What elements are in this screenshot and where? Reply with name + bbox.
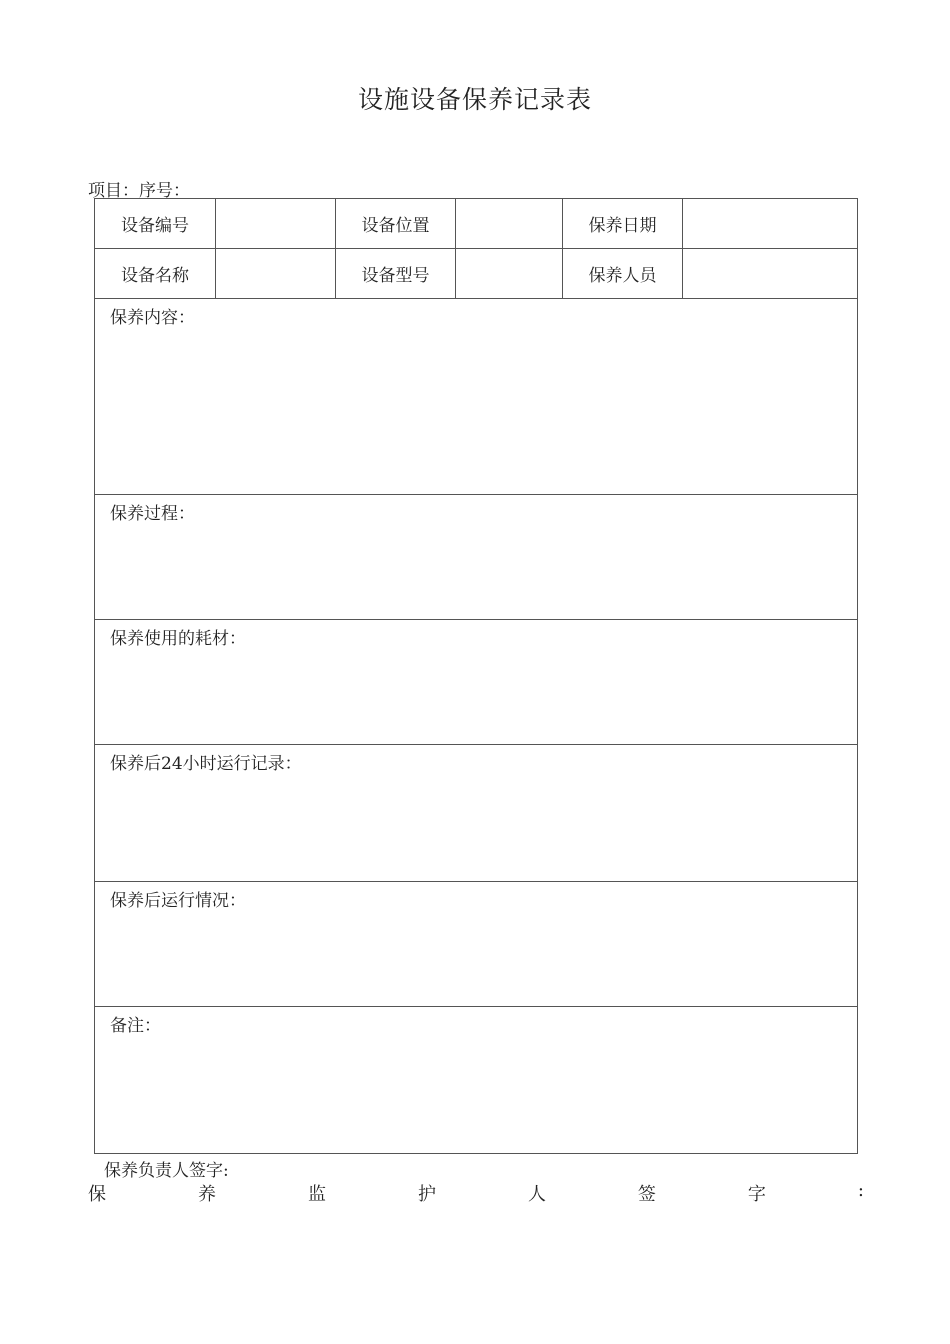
equipment-name-label: 设备名称	[95, 249, 216, 299]
maintenance-content-label: 保养内容：	[110, 308, 195, 328]
supervisor-signature-char: 字	[747, 1184, 766, 1205]
maintenance-process-field[interactable]	[95, 495, 858, 620]
page-title: 设施设备保养记录表	[357, 85, 592, 114]
section-row	[95, 495, 858, 620]
consumables-label: 保养使用的耗材：	[110, 629, 246, 649]
maintenance-content-field[interactable]	[95, 299, 858, 495]
post-24h-record-label: 保养后24小时运行记录：	[110, 754, 302, 774]
remarks-field[interactable]	[95, 1007, 858, 1154]
equipment-model-field[interactable]	[456, 249, 563, 299]
supervisor-signature-char: 监	[307, 1184, 326, 1205]
supervisor-signature-char: 护	[417, 1184, 436, 1205]
post-operation-status-field[interactable]	[95, 882, 858, 1007]
maintenance-date-label: 保养日期	[563, 199, 683, 249]
remarks-label: 备注：	[110, 1016, 161, 1036]
section-row	[95, 882, 858, 1007]
equipment-number-label: 设备编号	[95, 199, 216, 249]
supervisor-signature-char: 人	[527, 1184, 546, 1205]
maintenance-personnel-field[interactable]	[683, 249, 858, 299]
maintenance-personnel-label: 保养人员	[563, 249, 683, 299]
project-serial-label: 项目：序号：	[88, 181, 190, 201]
equipment-name-field[interactable]	[216, 249, 336, 299]
supervisor-signature-char: 签	[637, 1184, 656, 1205]
supervisor-signature-char: :	[857, 1180, 864, 1201]
section-row	[95, 1007, 858, 1154]
equipment-number-field[interactable]	[216, 199, 336, 249]
responsible-signature-label: 保养负责人签字:	[104, 1161, 229, 1181]
section-row	[95, 299, 858, 495]
equipment-model-label: 设备型号	[336, 249, 456, 299]
header-row	[95, 249, 858, 299]
supervisor-signature-char: 保	[88, 1184, 106, 1205]
post-24h-record-field[interactable]	[95, 745, 858, 882]
maintenance-form-table	[94, 198, 858, 1154]
section-row	[95, 745, 858, 882]
maintenance-date-field[interactable]	[683, 199, 858, 249]
maintenance-process-label: 保养过程：	[110, 504, 195, 524]
header-row	[95, 199, 858, 249]
supervisor-signature-char: 养	[197, 1184, 216, 1205]
consumables-field[interactable]	[95, 620, 858, 745]
supervisor-signature-label	[88, 1180, 864, 1206]
section-row	[95, 620, 858, 745]
post-operation-status-label: 保养后运行情况：	[110, 891, 246, 911]
equipment-location-label: 设备位置	[336, 199, 456, 249]
equipment-location-field[interactable]	[456, 199, 563, 249]
